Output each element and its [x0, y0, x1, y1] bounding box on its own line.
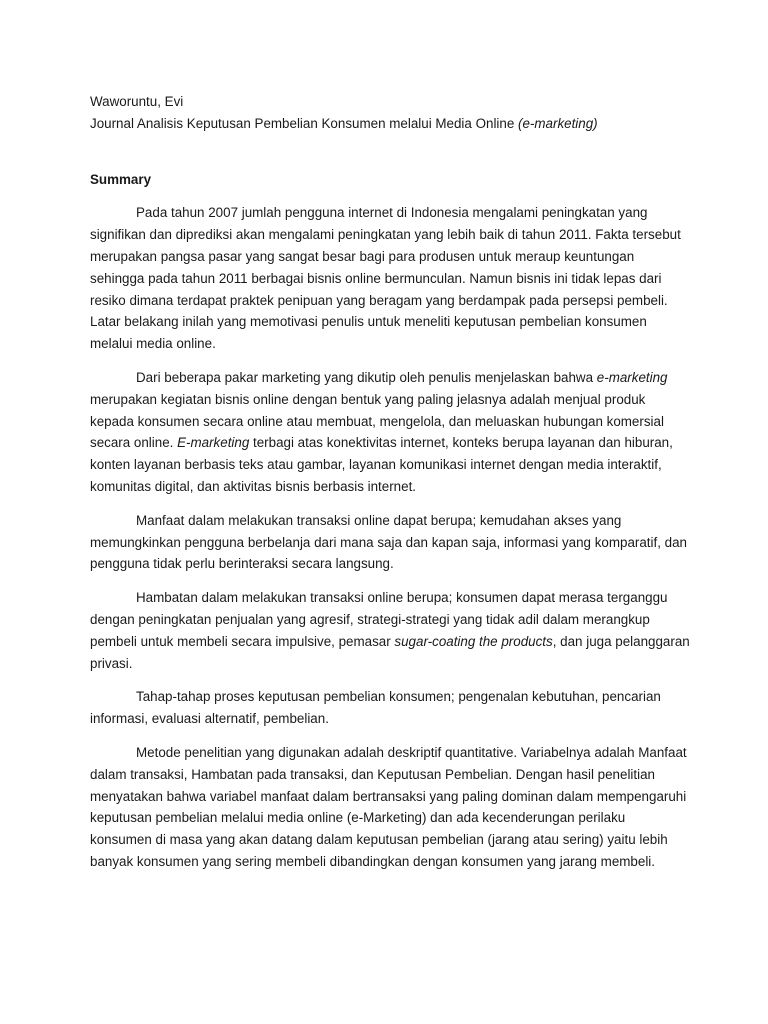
summary-heading: Summary	[90, 171, 152, 187]
document-page	[90, 91, 690, 885]
paragraph-2-part-a: Dari beberapa pakar marketing yang dikutip oleh penulis menjelaskan bahwa	[136, 369, 597, 385]
paragraph-4-part-c: , dan juga pelanggaran privasi.	[90, 633, 690, 671]
journal-title	[90, 113, 690, 135]
paragraph-2-part-c: merupakan kegiatan bisnis online dengan bentuk yang paling jelasnya adalah menjual produk kepada konsumen secara online atau membuat, mengelola, dan meluaskan hubungan komersial secara online.	[90, 391, 664, 451]
paragraph-2-part-e: terbagi atas konektivitas internet, konteks berupa layanan dan hiburan, konten layanan berbasis teks atau gambar, layanan komunikasi internet dengan media interaktif, komunitas digital, dan aktivitas bisnis berbasis internet.	[90, 435, 673, 494]
paragraph-2-italic-1: e-marketing	[596, 369, 668, 385]
paragraph-4	[90, 587, 690, 674]
author-name: Waworuntu, Evi	[90, 94, 184, 109]
journal-title-text: Journal Analisis Keputusan Pembelian Konsumen melalui Media Online	[90, 115, 519, 131]
paragraph-3: Manfaat dalam melakukan transaksi online dapat berupa; kemudahan akses yang memungkinkan pengguna berbelanja dari mana saja dan kapan saja, informasi yang komparatif, dan pengguna tidak perlu berinteraksi secara langsung.	[90, 512, 688, 572]
paragraph-1: Pada tahun 2007 jumlah pengguna internet di Indonesia mengalami peningkatan yang signifikan dan diprediksi akan mengalami peningkatan yang lebih baik di tahun 2011. Fakta tersebut merupakan pangsa pasar yang sangat besar bagi para produsen untuk meraup keuntungan sehingga pada tahun 2011 berbagai bisnis online bermunculan. Namun bisnis ini tidak lepas dari resiko dimana terdapat praktek penipuan yang beragam yang berdampak pada persepsi pembeli. Latar belakang inilah yang memotivasi penulis untuk meneliti keputusan pembelian konsumen melalui media online.	[90, 205, 681, 352]
journal-title-italic: (e-marketing)	[518, 115, 598, 131]
paragraph-2-italic-2: E-marketing	[177, 435, 250, 451]
paragraph-2	[90, 367, 690, 498]
paragraph-4-part-a: Hambatan dalam melakukan transaksi online berupa; konsumen dapat merasa terganggu dengan peningkatan penjualan yang agresif, strategi-strategi yang tidak adil dalam merangkup pembeli untuk membeli secara impulsive, pemasar	[90, 590, 668, 649]
paragraph-6: Metode penelitian yang digunakan adalah deskriptif quantitative. Variabelnya adalah Manfaat dalam transaksi, Hambatan pada transaksi, dan Keputusan Pembelian. Dengan hasil penelitian menyatakan bahwa variabel manfaat dalam bertransaksi yang paling dominan dalam mempengaruhi keputusan pembelian melalui media online (e-Marketing) dan ada kecenderungan perilaku konsumen di masa yang akan datang dalam keputusan pembelian (jarang atau sering) yaitu lebih banyak konsumen yang sering membeli dibandingkan dengan konsumen yang jarang membeli.	[90, 744, 687, 869]
paragraph-5: Tahap-tahap proses keputusan pembelian konsumen; pengenalan kebutuhan, pencarian informasi, evaluasi alternatif, pembelian.	[90, 689, 661, 727]
paragraph-4-italic: sugar-coating the products	[394, 633, 553, 649]
